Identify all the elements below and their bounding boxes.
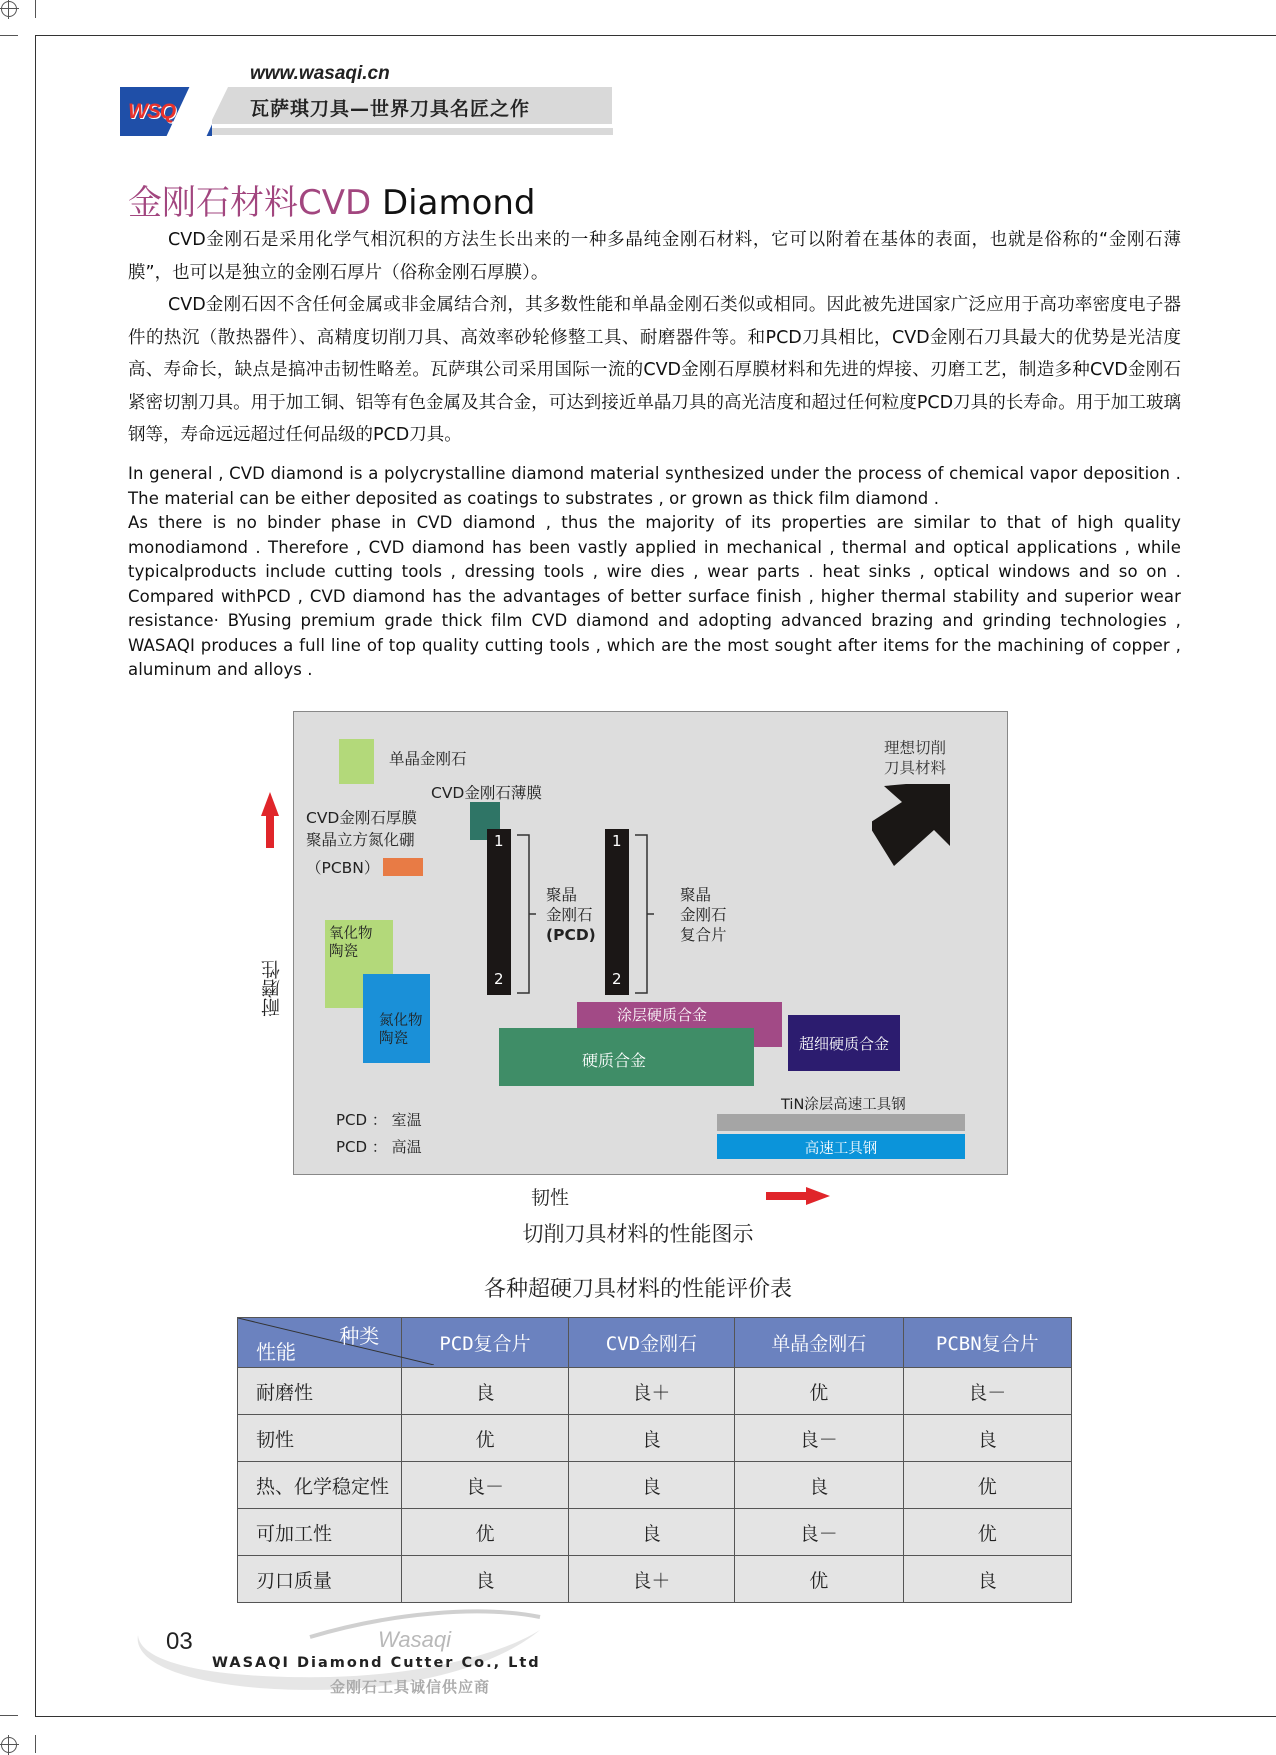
table-cell: 优 bbox=[903, 1509, 1071, 1556]
table-cell: 良＋ bbox=[568, 1556, 734, 1603]
table-cell: 优 bbox=[903, 1462, 1071, 1509]
table-title: 各种超硬刀具材料的性能评价表 bbox=[483, 1277, 792, 1302]
hss-label: 高速工具钢 bbox=[804, 1141, 878, 1157]
table-cell: 优 bbox=[735, 1368, 903, 1415]
en-paragraph: As there is no binder phase in CVD diamond , thus the majority of its properties are similar to that of high quality monodiamond . Therefore , CVD diamond has been vastly applied in mechanical , thermal and optical applications , while typicalproducts include cutting tools , dressing tools , wire dies , wear parts . heat sinks , optical windows and so on . Compared withPCD , CVD diamond has the advantages of better surface finish , higher thermal stability and superior wear resistance· BYusing premium grade thick film CVD diamond and adopting advanced brazing and grinding technologies , WASAQI produces a full line of top quality cutting tools , which are the most sought after items for the machining of copper , aluminum and alloys . bbox=[128, 513, 1181, 679]
y-axis-arrow-icon bbox=[261, 792, 279, 848]
cn-paragraph: CVD金刚石因不含任何金属或非金属结合剂，其多数性能和单晶金刚石类似或相同。因此被先进国家广泛应用于高功率密度电子器件的热沉（散热器件）、高精度切削刀具、高效率砂轮修整工具、耐磨器件等。和PCD刀具相比，CVD金刚石刀具最大的优势是光洁度高、寿命长，缺点是搞冲击韧性略差。瓦萨琪公司采用国际一流的CVD金刚石厚膜材料和先进的焊接、刃磨工艺，制造多种CVD金刚石紧密切割刀具。用于加工铜、铝等有色金属及其合金，可达到接近单晶刀具的高光洁度和超过任何粒度PCD刀具的长寿命。用于加工玻璃钢等，寿命远远超过任何品级的PCD刀具。 bbox=[128, 295, 1181, 445]
column-header: 单晶金刚石 bbox=[735, 1318, 903, 1368]
oxide-ceramic-label-2: 陶瓷 bbox=[329, 944, 358, 960]
table-cell: 优 bbox=[402, 1415, 568, 1462]
header-perf-label: 性能 bbox=[256, 1340, 296, 1364]
pcd-bracket bbox=[516, 834, 536, 994]
y-axis-label: 耐磨性 bbox=[261, 960, 283, 1017]
table-cell: 良－ bbox=[402, 1462, 568, 1509]
footer-brand: Wasaqi bbox=[378, 1627, 451, 1652]
table-cell: 良 bbox=[568, 1462, 734, 1509]
table-cell: 良－ bbox=[735, 1509, 903, 1556]
performance-table bbox=[237, 1317, 1072, 1603]
pcd-composite-bracket bbox=[634, 834, 654, 994]
table-row bbox=[238, 1509, 1072, 1556]
ideal-label-2: 刀具材料 bbox=[884, 759, 947, 777]
x-axis-label: 韧性 bbox=[531, 1187, 570, 1209]
table-cell: 优 bbox=[735, 1556, 903, 1603]
row-header: 耐磨性 bbox=[238, 1368, 402, 1415]
title-en: Diamond bbox=[371, 183, 536, 223]
header-kind-label: 种类 bbox=[339, 1324, 380, 1348]
column-header: CVD金刚石 bbox=[568, 1318, 734, 1368]
header-banner-underline bbox=[205, 128, 613, 135]
crop-mark bbox=[35, 0, 36, 18]
single-crystal-block bbox=[339, 739, 374, 784]
table-header-row bbox=[238, 1318, 1072, 1368]
pcd-composite-bottom-number: 2 bbox=[612, 970, 622, 988]
row-header: 韧性 bbox=[238, 1415, 402, 1462]
website-url: www.wasaqi.cn bbox=[250, 63, 390, 84]
en-paragraph: In general , CVD diamond is a polycrystalline diamond material synthesized under the process of chemical vapor deposition . The material can be either deposited as coatings to substrates , or grown as thick film diamond . bbox=[128, 464, 1181, 508]
registration-mark bbox=[1, 1, 17, 17]
table-row bbox=[238, 1462, 1072, 1509]
header-tagline: 瓦萨琪刀具—世界刀具名匠之作 bbox=[250, 98, 531, 120]
legend-room-temp: PCD ： 室温 bbox=[336, 1111, 422, 1129]
row-header: 刃口质量 bbox=[238, 1556, 402, 1603]
table-cell: 良 bbox=[568, 1509, 734, 1556]
table-cell: 良＋ bbox=[568, 1368, 734, 1415]
oxide-ceramic-label-1: 氧化物 bbox=[329, 926, 373, 942]
table-row bbox=[238, 1368, 1072, 1415]
performance-chart bbox=[293, 711, 1008, 1175]
pcd-label-1: 聚晶 bbox=[546, 886, 578, 904]
cvd-film-label: CVD金刚石薄膜 bbox=[431, 784, 542, 802]
table-cell: 良 bbox=[735, 1462, 903, 1509]
table-corner-header bbox=[238, 1318, 402, 1368]
table-cell: 良 bbox=[903, 1415, 1071, 1462]
registration-mark bbox=[1, 1737, 17, 1753]
table-cell: 良 bbox=[903, 1556, 1071, 1603]
cn-paragraph: CVD金刚石是采用化学气相沉积的方法生长出来的一种多晶纯金刚石材料，它可以附着在基体的表面，也就是俗称的“金刚石薄膜”，也可以是独立的金刚石厚片（俗称金刚石厚膜）。 bbox=[128, 230, 1181, 283]
pcd-bar-top-number: 1 bbox=[494, 832, 504, 850]
page-number: 03 bbox=[166, 1628, 193, 1655]
crop-mark bbox=[0, 1715, 18, 1716]
table-cell: 良－ bbox=[735, 1415, 903, 1462]
tin-hss-label: TiN涂层高速工具钢 bbox=[781, 1097, 906, 1113]
pcbn-label: 聚晶立方氮化硼 bbox=[306, 831, 415, 849]
column-header: PCD复合片 bbox=[402, 1318, 568, 1368]
table-cell: 良－ bbox=[903, 1368, 1071, 1415]
table-cell: 良 bbox=[402, 1368, 568, 1415]
pcd-label-3: (PCD) bbox=[546, 926, 596, 944]
legend-high-temp: PCD ： 高温 bbox=[336, 1138, 422, 1156]
page-title bbox=[128, 175, 536, 224]
column-header: PCBN复合片 bbox=[903, 1318, 1071, 1368]
en-text-block bbox=[128, 462, 1181, 683]
x-axis-arrow-icon bbox=[766, 1187, 830, 1205]
company-logo: WSQ ® bbox=[120, 87, 212, 136]
chart-caption: 切削刀具材料的性能图示 bbox=[522, 1222, 754, 1246]
footer-slogan: 金刚石工具诚信供应商 bbox=[330, 1678, 491, 1696]
carbide-label: 硬质合金 bbox=[581, 1051, 646, 1070]
cvd-thick-label: CVD金刚石厚膜 bbox=[306, 809, 417, 827]
nitride-ceramic-label-2: 陶瓷 bbox=[379, 1031, 408, 1047]
pcd-composite-label-3: 复合片 bbox=[680, 926, 727, 944]
cn-text-block bbox=[128, 224, 1181, 452]
logo-text: WSQ bbox=[128, 100, 176, 123]
row-header: 可加工性 bbox=[238, 1509, 402, 1556]
ideal-label-1: 理想切削 bbox=[884, 739, 947, 757]
tin-hss-block bbox=[717, 1114, 965, 1131]
pcbn-block bbox=[383, 858, 423, 876]
title-cn: 金刚石材料CVD bbox=[128, 183, 372, 223]
table-cell: 良 bbox=[402, 1556, 568, 1603]
table-cell: 良 bbox=[568, 1415, 734, 1462]
footer-company: WASAQI Diamond Cutter Co., Ltd bbox=[212, 1655, 541, 1671]
coated-carbide-label: 涂层硬质合金 bbox=[616, 1006, 707, 1024]
ideal-direction-arrow-icon bbox=[872, 784, 954, 866]
table-row bbox=[238, 1415, 1072, 1462]
table-cell: 优 bbox=[402, 1509, 568, 1556]
pcd-bar-bottom-number: 2 bbox=[494, 970, 504, 988]
pcd-composite-label-2: 金刚石 bbox=[680, 906, 727, 924]
row-header: 热、化学稳定性 bbox=[238, 1462, 402, 1509]
nitride-ceramic-label-1: 氮化物 bbox=[379, 1013, 423, 1029]
pcbn-abbr-label: （PCBN） bbox=[306, 859, 380, 877]
pcd-composite-top-number: 1 bbox=[612, 832, 622, 850]
crop-mark bbox=[35, 1735, 36, 1753]
pcd-label-2: 金刚石 bbox=[546, 906, 593, 924]
table-row bbox=[238, 1556, 1072, 1603]
pcd-composite-label-1: 聚晶 bbox=[680, 886, 712, 904]
single-crystal-label: 单晶金刚石 bbox=[389, 750, 467, 768]
crop-mark bbox=[0, 35, 18, 36]
ultrafine-carbide-label: 超细硬质合金 bbox=[798, 1035, 889, 1053]
